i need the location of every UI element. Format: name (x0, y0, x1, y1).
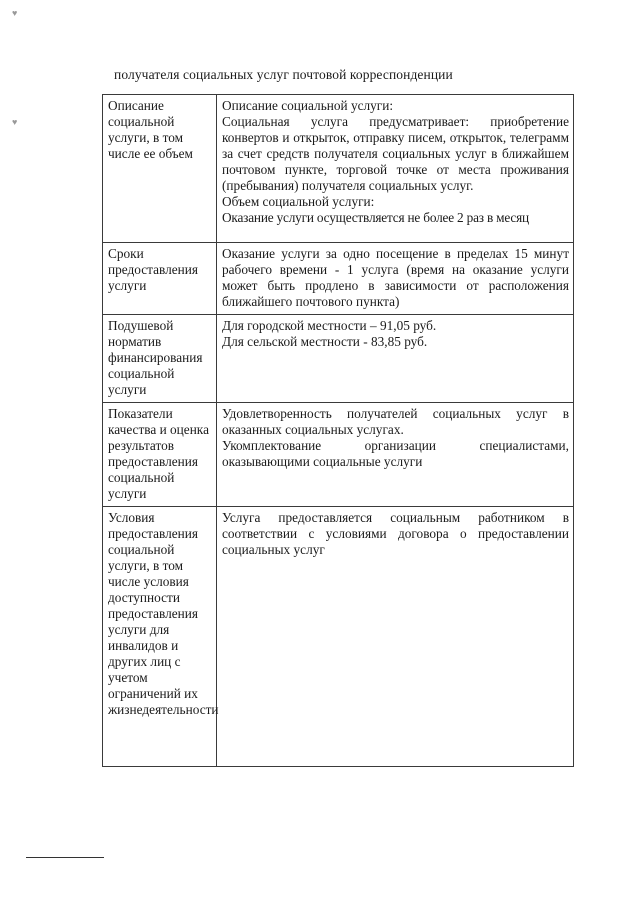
table-row (103, 243, 574, 315)
row-label: Показатели качества и оценка результатов предоставления социальной услуги (103, 403, 217, 507)
content-line: Оказание услуги за одно посещение в пределах 15 минут рабочего времени - 1 услуга (время на оказание услуги может быть продлено в зависимости от расположения ближайшего почтового пункта) (222, 246, 569, 309)
row-content (217, 243, 574, 315)
content-line: Оказание услуги осуществляется не более 2 раз в месяц (222, 210, 529, 225)
content-line: Социальная услуга предусматривает: приобретение конвертов и открыток, отправку писем, открыток, телеграмм за счет средств получателя социальных услуг в ближайшем почтовом пункте, торговой точке от места проживания (пребывания) получателя социальных услуг. (222, 114, 569, 193)
content-line: Описание социальной услуги: (222, 98, 394, 113)
content-line: Укомплектование организации специалистами, оказывающими социальные услуги (222, 438, 569, 469)
content-line: Услуга предоставляется социальным работником в соответствии с условиями договора о предоставлении социальных услуг (222, 510, 569, 557)
scan-mark: ♥ (12, 8, 18, 18)
content-line: Для городской местности – 91,05 руб. (222, 318, 437, 333)
row-label: Подушевой норматив финансирования социальной услуги (103, 315, 217, 403)
row-label: Описание социальной услуги, в том числе ее объем (103, 95, 217, 243)
content-line: Для сельской местности - 83,85 руб. (222, 334, 428, 349)
table-row (103, 95, 574, 243)
scan-mark: ♥ (12, 117, 18, 127)
table-row (103, 315, 574, 403)
row-content (217, 507, 574, 767)
row-content (217, 403, 574, 507)
table-row (103, 507, 574, 767)
page-heading: получателя социальных услуг почтовой корреспонденции (114, 67, 453, 82)
row-label: Сроки предоставления услуги (103, 243, 217, 315)
service-table (102, 94, 574, 767)
row-content (217, 315, 574, 403)
content-line: Удовлетворенность получателей социальных услуг в оказанных социальных услугах. (222, 406, 569, 437)
content-line: Объем социальной услуги: (222, 194, 375, 209)
row-label: Условия предоставления социальной услуги, в том числе условия доступности предоставления услуги для инвалидов и других лиц с учетом ограничений их жизнедеятельности (103, 507, 217, 767)
row-content (217, 95, 574, 243)
footnote-divider (26, 857, 104, 858)
table-row (103, 403, 574, 507)
